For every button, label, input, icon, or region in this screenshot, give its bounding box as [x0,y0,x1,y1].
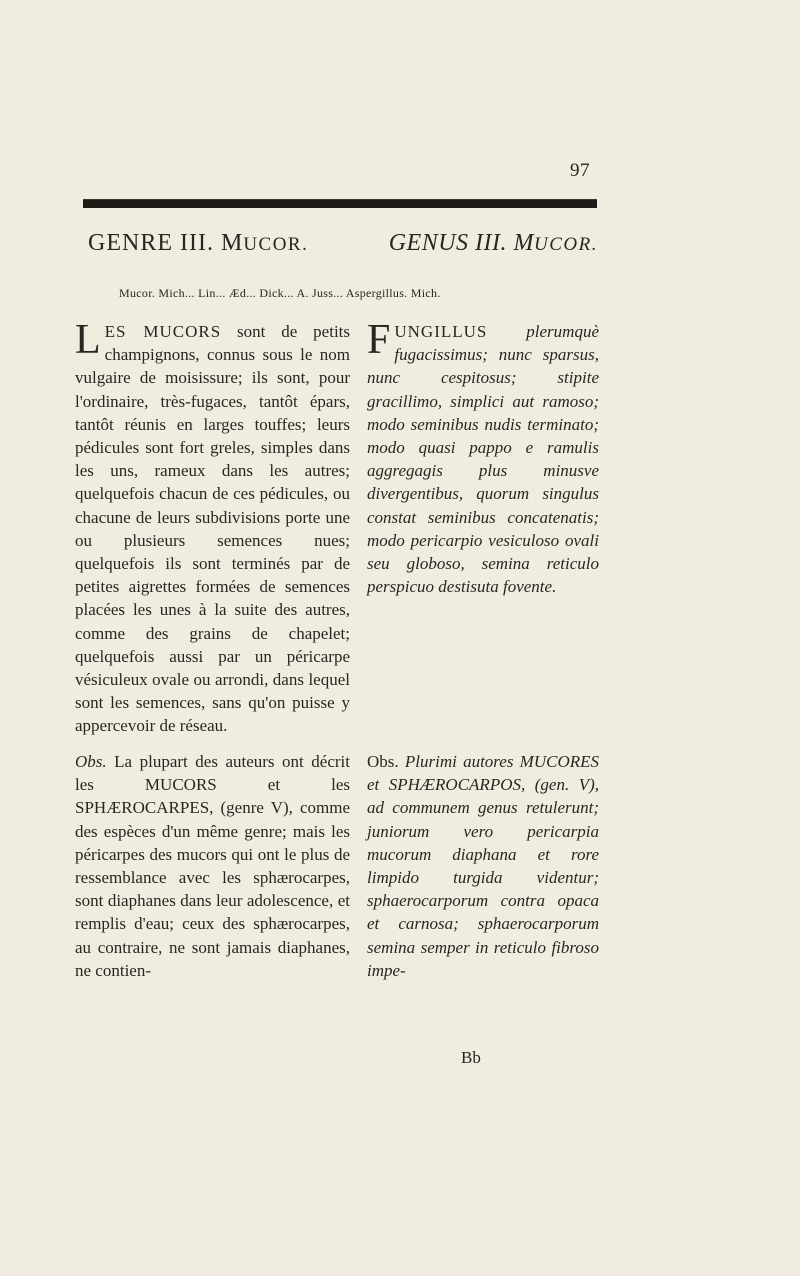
latin-description: FUNGILLUS plerumquè fugacissimus; nunc sparsus, nunc cespitosus; stipite gracillimo, simplici aut ramoso; modo seminibus nudis terminato; modo quasi pappo e ramulis aggregagis plus minusve divergentibus, quorum singulus constat seminibus concatenatis; modo pericarpio vesiculoso ovali seu globoso, semina reticulo perspicuo destisuta fovente. [367,317,599,597]
genus-headings [88,230,598,257]
dropcap: F [367,317,391,363]
french-observation: Obs. La plupart des auteurs ont décrit les MUCORS et les SPHÆROCARPES, (genre V), comme des espèces d'un même genre; mais les péricarpes des mucors qui ont le plus de ressemblance avec les sphærocarpes, sont diaphanes dans leur adolescence, et remplis d'eau; ceux des sphærocarpes, au contraire, ne sont jamais diaphanes, ne contien- [75,752,350,980]
latin-heading: GENUS III. MUCOR. [388,230,598,256]
latin-observation: Obs. Plurimi autores MUCORES et SPHÆROCARPOS, (gen. V), ad communem genus retulerunt; juniorum vero pericarpia mucorum diaphana et rore limpido turgida videntur; sphaerocarporum contra opaca et carnosa; sphaerocarporum semina semper in reticulo fibroso impe- [367,752,599,980]
synonymy-line: Mucor. Mich... Lin... Æd... Dick... A. Juss... Aspergillus. Mich. [119,286,441,300]
page-number: 97 [570,160,590,181]
dropcap: L [75,317,101,363]
header-rule [83,199,597,208]
signature-mark: Bb [461,1048,481,1067]
french-description: LES MUCORS sont de petits champignons, connus sous le nom vulgaire de moisissure; ils sont, pour l'ordinaire, très-fugaces, tantôt épars, tantôt réunis en larges touffes; leurs pédicules sont fort greles, simples dans les uns, rameux dans les autres; quelquefois chacun de ces pédicules, ou chacune de leurs subdivisions porte une ou plusieurs semences nues; quelquefois ils sont terminés par de petites aigrettes formées de semences placées les unes à la suite des autres, comme des grains de chapelet; quelquefois aussi par un péricarpe vésiculeux ovale ou arrondi, dans lequel sont les semences, sans qu'on puisse y appercevoir de réseau. [75,317,350,736]
french-heading: GENRE III. MUCOR. [88,230,309,256]
